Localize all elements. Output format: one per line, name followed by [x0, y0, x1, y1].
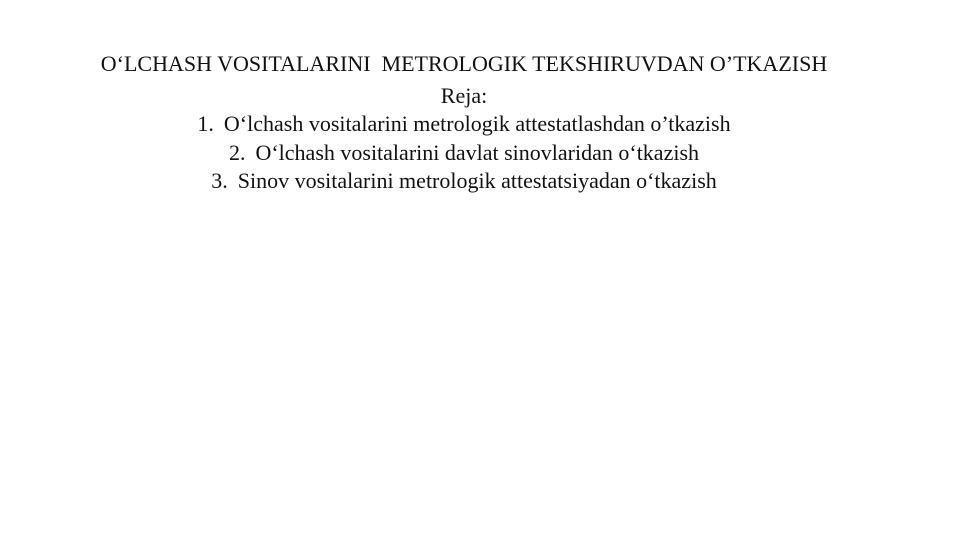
plan-item-number: 2. — [228, 139, 246, 165]
plan-item-2 — [0, 139, 928, 168]
plan-item-text: O‘lchash vositalarini davlat sinovlaridan o‘tkazish — [255, 139, 700, 165]
plan-item-number: 1. — [197, 111, 214, 136]
plan-item-1 — [0, 110, 928, 139]
plan-item-3 — [0, 167, 928, 196]
plan-heading: Reja: — [440, 83, 488, 108]
plan-list — [0, 110, 928, 196]
slide-title: O‘LCHASH VOSITALARINI METROLOGIK TEKSHIRUVDAN O’TKAZISH — [100, 51, 828, 76]
plan-item-number: 3. — [211, 168, 228, 193]
plan-item-text: Sinov vositalarini metrologik attestatsiyadan o‘tkazish — [237, 168, 717, 193]
plan-item-text: O‘lchash vositalarini metrologik attestatlashdan o’tkazish — [223, 111, 731, 136]
